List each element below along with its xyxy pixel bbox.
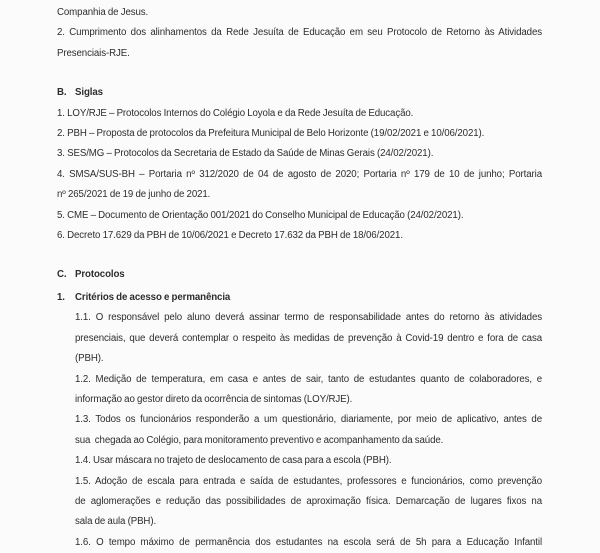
item-1-2-line1: 1.2. Medição de temperatura, em casa e antes de sair, tanto de estudantes quanto de colaboradores, e	[75, 373, 542, 385]
sigla-item-6: 6. Decreto 17.629 da PBH de 10/06/2021 e Decreto 17.632 da PBH de 18/06/2021.	[57, 230, 403, 242]
item-1-4-line1: 1.4. Usar máscara no trajeto de deslocamento de casa para a escola (PBH).	[75, 455, 392, 467]
section-b-letter: B.	[57, 87, 67, 99]
sigla-item-4-line2: nº 265/2021 de 19 de junho de 2021.	[57, 189, 211, 201]
item-1-1-line3: (PBH).	[75, 353, 104, 365]
intro-item2-line2: Presenciais-RJE.	[57, 47, 130, 59]
item-1-1-line2: presenciais, que deverá contemplar o respeito às medidas de prevenção à Covid-19 dentro e fora de casa	[75, 332, 542, 344]
item-1-6-line1: 1.6. O tempo máximo de permanência dos estudantes na escola será de 5h para a Educação Infantil	[75, 536, 542, 548]
intro-item2-line1: 2. Cumprimento dos alinhamentos da Rede Jesuíta de Educação em seu Protocolo de Retorno às Atividades	[57, 27, 542, 39]
sigla-item-4-line1: 4. SMSA/SUS-BH – Portaria nº 312/2020 de 04 de agosto de 2020; Portaria nº 179 de 10 de junho; Portaria	[57, 168, 542, 180]
section-c-letter: C.	[57, 269, 67, 281]
item-1-5-line1: 1.5. Adoção de escala para entrada e saída de estudantes, professores e funcionários, como prevenção	[75, 475, 542, 487]
item-1-5-line2: de aglomerações e redução das possibilidades de aproximação física. Demarcação de lugares fixos na	[75, 495, 542, 507]
subsection-1-title: Critérios de acesso e permanência	[75, 291, 231, 303]
sigla-item-5: 5. CME – Documento de Orientação 001/2021 do Conselho Municipal de Educação (24/02/2021).	[57, 209, 464, 221]
intro-continuation-line: Companhia de Jesus.	[57, 7, 149, 18]
item-1-3-line2: sua chegada ao Colégio, para monitoramento preventivo e acompanhamento da saúde.	[75, 434, 444, 446]
item-1-5-line3: sala de aula (PBH).	[75, 516, 157, 528]
subsection-1-number: 1.	[57, 291, 65, 303]
section-c-title: Protocolos	[75, 269, 125, 281]
sigla-item-1: 1. LOY/RJE – Protocolos Internos do Colégio Loyola e da Rede Jesuíta de Educação.	[57, 107, 414, 119]
section-c-heading	[57, 265, 542, 285]
section-b-title: Siglas	[75, 87, 103, 99]
item-1-3-line1: 1.3. Todos os funcionários responderão a um questionário, diariamente, por meio de aplicativo, antes de	[75, 414, 542, 426]
item-1-2-line2: informação ao gestor direto da ocorrência de sintomas (LOY/RJE).	[75, 393, 353, 405]
item-1-1-line1: 1.1. O responsável pelo aluno deverá assinar termo de responsabilidade antes do retorno às atividades	[75, 312, 542, 324]
sigla-item-2: 2. PBH – Proposta de protocolos da Prefeitura Municipal de Belo Horizonte (19/02/2021 e 10/06/2021).	[57, 128, 485, 140]
subsection-1-heading	[57, 288, 542, 308]
sigla-item-3: 3. SES/MG – Protocolos da Secretaria de Estado da Saúde de Minas Gerais (24/02/2021).	[57, 148, 434, 160]
section-b-heading	[57, 83, 542, 103]
